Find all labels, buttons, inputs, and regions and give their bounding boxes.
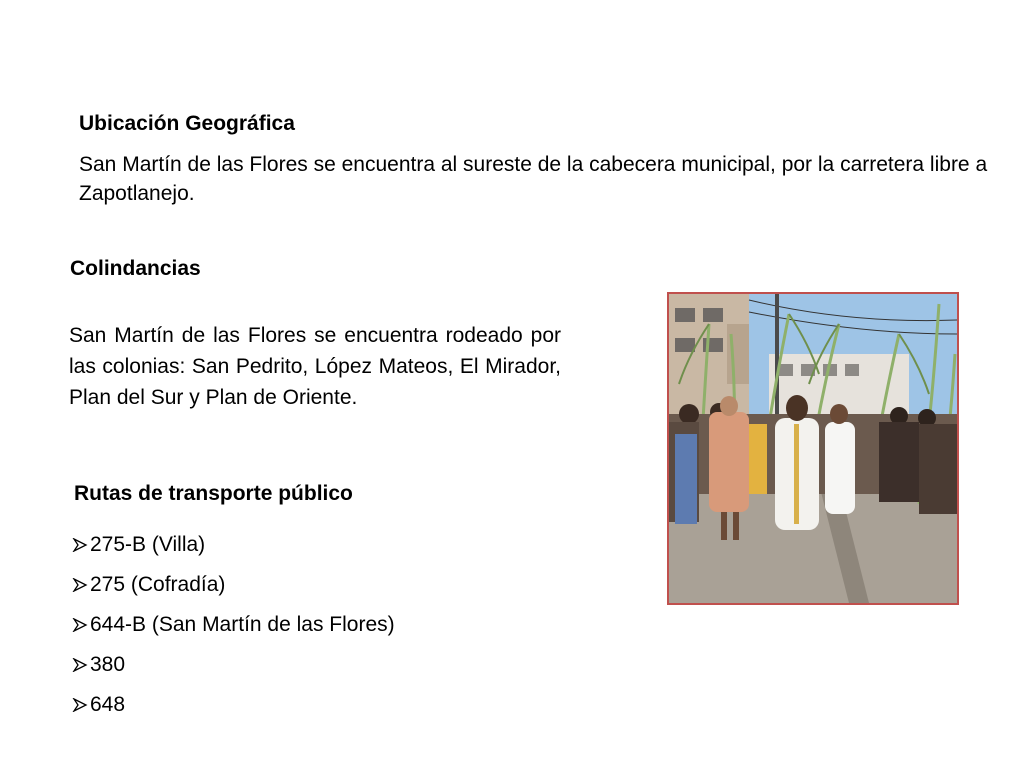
route-label: 275 (Cofradía) <box>90 573 226 596</box>
ubicacion-heading: Ubicación Geográfica <box>79 112 295 135</box>
arrow-bullet-icon <box>72 658 90 672</box>
arrow-bullet-icon <box>72 618 90 632</box>
rutas-heading: Rutas de transporte público <box>74 482 353 505</box>
ubicacion-text: San Martín de las Flores se encuentra al sureste de la cabecera municipal, por la carretera libre a Zapotlanejo. <box>79 153 988 205</box>
arrow-bullet-icon <box>72 578 90 592</box>
list-item <box>72 648 395 688</box>
route-label: 644-B (San Martín de las Flores) <box>90 613 395 636</box>
colindancias-heading: Colindancias <box>70 257 201 280</box>
route-label: 275-B (Villa) <box>90 533 206 556</box>
arrow-bullet-icon <box>72 698 90 712</box>
list-item <box>72 568 395 608</box>
rutas-list <box>72 528 395 728</box>
list-item <box>72 688 395 728</box>
route-label: 380 <box>90 653 126 676</box>
colindancias-text: San Martín de las Flores se encuentra rodeado por las colonias: San Pedrito, López Mateos, El Mirador, Plan del Sur y Plan de Oriente. <box>69 324 561 409</box>
arrow-bullet-icon <box>72 538 90 552</box>
list-item <box>72 608 395 648</box>
procession-photo <box>667 292 959 605</box>
list-item <box>72 528 395 568</box>
route-label: 648 <box>90 693 126 716</box>
